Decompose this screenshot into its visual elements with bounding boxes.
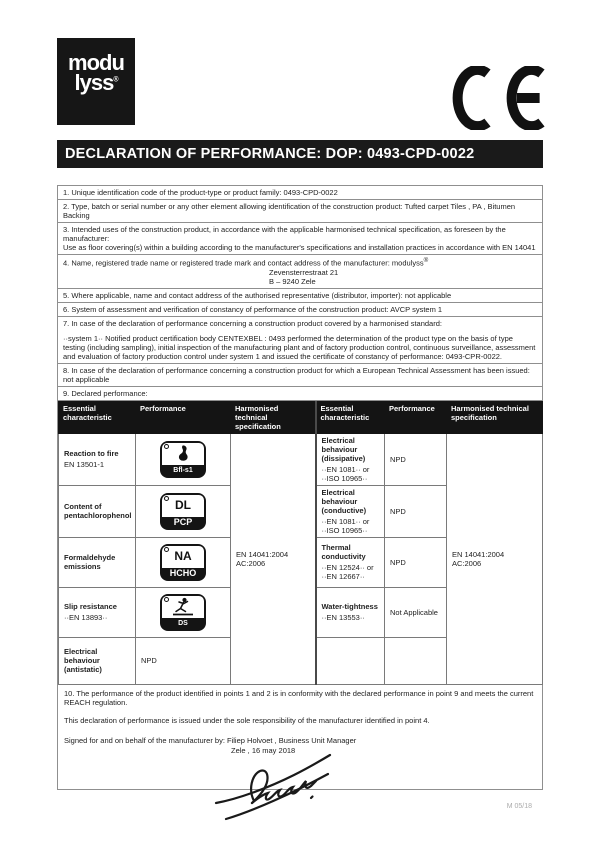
point-5: 5. Where applicable, name and contact address of the authorised representative (distributor, importer): not applicable xyxy=(58,289,542,303)
ce-letter-c xyxy=(452,66,492,130)
slip-label: DS xyxy=(178,619,188,627)
point-8: 8. In case of the declaration of performance concerning a construction product for which a European Technical Assessment has been issued: not applicable xyxy=(58,364,542,387)
performance-value: NPD xyxy=(136,637,231,684)
point-9: 9. Declared performance: xyxy=(58,387,542,401)
characteristic-name: Content of pentachlorophenol xyxy=(64,502,132,520)
performance-value: Not Applicable xyxy=(385,587,447,637)
right-harmonised-spec: EN 14041:2004 AC:2006 xyxy=(447,433,543,684)
left-harmonised-spec: EN 14041:2004 AC:2006 xyxy=(231,433,316,684)
hcho-top-label: NA xyxy=(174,549,192,564)
characteristic-name: Water-tightness xyxy=(321,602,378,611)
performance-value: NPD xyxy=(385,537,447,587)
fire-rating-label: Bfl-s1 xyxy=(173,466,193,474)
characteristic-name: Electrical behaviour (dissipative) xyxy=(321,435,366,463)
manufacturer-address-line-1: Zevensterrestraat 21 xyxy=(269,267,339,277)
table-header-row xyxy=(59,401,543,433)
characteristic-ref: EN 13501-1 xyxy=(64,460,105,469)
characteristic-ref: ··EN 13553·· xyxy=(321,613,365,622)
characteristic-ref: ··EN 12524·· or ··EN 12667·· xyxy=(321,563,374,581)
col-header: Harmonised technical specification xyxy=(231,401,316,433)
hcho-bottom-label: HCHO xyxy=(169,567,197,578)
pcp-icon xyxy=(160,493,206,530)
col-header: Essential characteristic xyxy=(59,401,136,433)
point-2: 2. Type, batch or serial number or any other element allowing identification of the construction product: Tufted carpet Tiles , PA , Bitumen Backing xyxy=(58,200,542,223)
picto-reg-dot xyxy=(164,444,169,449)
page-title: DECLARATION OF PERFORMANCE: DOP: 0493-CPD-0022 xyxy=(57,140,543,168)
point-1: 1. Unique identification code of the product-type or product family: 0493-CPD-0022 xyxy=(58,186,542,200)
characteristic-ref: ··EN 13893·· xyxy=(64,613,108,622)
characteristic-name: Reaction to fire xyxy=(64,449,119,458)
hcho-icon xyxy=(160,544,206,581)
doc-version-label: M 05/18 xyxy=(506,803,532,811)
performance-value: NPD xyxy=(385,485,447,537)
manufacturer-address-line-2: B – 9240 Zele xyxy=(269,276,316,286)
fire-rating-icon xyxy=(160,441,206,478)
point-4: 4. Name, registered trade name or registered trade mark and contact address of the manufacturer: modulyss® Zevensterrestraat 21 B – 9240 Zele xyxy=(58,255,542,289)
pcp-top-label: DL xyxy=(175,498,191,513)
pcp-bottom-label: PCP xyxy=(173,516,193,527)
responsibility-statement: This declaration of performance is issued under the sole responsibility of the manufacturer identified in point 4. xyxy=(64,715,430,725)
performance-value: NPD xyxy=(385,433,447,485)
flame-glyph xyxy=(173,444,193,463)
characteristic-name: Thermal conductivity xyxy=(321,543,366,561)
picto-reg-dot xyxy=(164,547,169,552)
point-6: 6. System of assessment and verification of constancy of performance of the construction product: AVCP system 1 xyxy=(58,303,542,317)
point-7: 7. In case of the declaration of performance concerning a construction product covered by a harmonised standard: ··system 1·· Notified product certification body CENTEXBEL : 0493 performed the determination of the product type on the basis of type testing (including sampling), initial inspection of the manufacturing plant and of factory production control, continuous surveillance, assessment and evaluation of factory production control under system 1 and issued the certificate of constancy of performance: 0493-CPR-0022. xyxy=(58,317,542,364)
performance-table xyxy=(58,401,543,685)
modulyss-logo xyxy=(57,38,135,125)
document-body xyxy=(57,185,543,811)
closing-section xyxy=(58,685,542,838)
picto-reg-dot xyxy=(164,496,169,501)
logo-line-1: modu xyxy=(68,50,124,75)
signed-by-line: Signed for and on behalf of the manufacturer by: Filiep Holvoet , Business Unit Manager xyxy=(64,735,357,745)
col-header: Performance xyxy=(385,401,447,433)
slip-icon xyxy=(160,594,206,631)
registered-mark: ® xyxy=(423,257,429,264)
characteristic-name: Electrical behaviour (antistatic) xyxy=(64,647,102,674)
logo-line-2: lyss® xyxy=(74,70,118,96)
col-header: Harmonised technical specification xyxy=(447,401,543,433)
table-row xyxy=(59,433,543,485)
signature-image xyxy=(208,741,358,828)
point-3: 3. Intended uses of the construction product, in accordance with the applicable harmonised technical specification, as foreseen by the manufacturer: Use as floor covering(s) within a building according to the manufacturer's specifications and installation practices in accordance with EN 14041 xyxy=(58,223,542,255)
picto-reg-dot xyxy=(164,597,169,602)
characteristic-ref: ··EN 1081·· or ··ISO 10965·· xyxy=(321,464,370,483)
ce-mark-icon xyxy=(452,66,546,130)
point-10: 10. The performance of the product identified in points 1 and 2 is in conformity with the declared performance in point 9 and meets the current REACH regulation. xyxy=(64,688,534,707)
place-date-line: Zele , 16 may 2018 xyxy=(231,745,296,755)
ce-letter-e xyxy=(506,66,546,130)
characteristic-name: Formaldehyde emissions xyxy=(64,553,116,571)
registered-mark: ® xyxy=(113,76,118,84)
slipping-person-glyph xyxy=(170,597,196,617)
characteristic-name: Slip resistance xyxy=(64,602,117,611)
characteristic-name: Electrical behaviour (conductive) xyxy=(321,487,367,515)
col-header: Essential characteristic xyxy=(316,401,385,433)
characteristic-ref: ··EN 1081·· or ··ISO 10965·· xyxy=(321,516,370,535)
notified-body-paragraph: ··system 1·· Notified product certification body CENTEXBEL : 0493 performed the determination of the product type on the basis of type testing (including sampling), initial inspection of the manufacturing plant and of factory production control, continuous surveillance, assessment and evaluation of factory production control under system 1 and issued the certificate of constancy of performance: 0493-CPR-0022. xyxy=(63,333,536,361)
col-header: Performance xyxy=(136,401,231,433)
